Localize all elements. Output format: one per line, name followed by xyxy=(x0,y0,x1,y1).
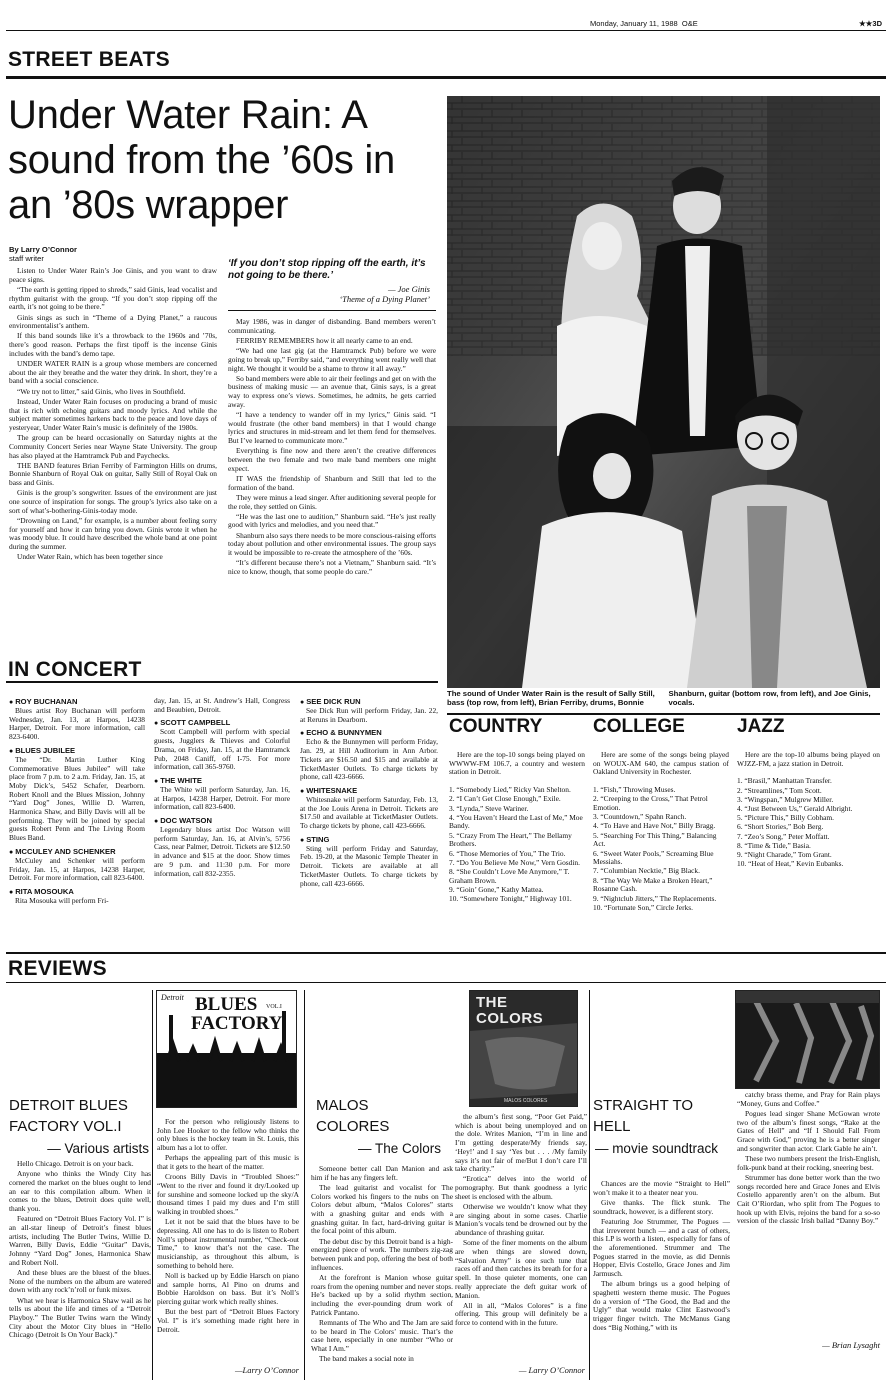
pullquote-source: ‘Theme of a Dying Planet’ xyxy=(339,294,430,304)
concert-details: Echo & the Bunnymen will perform Friday, Jan. 29, at Hill Auditorium in Ann Arbor. Tickets are $16.50 and $15 and available at TicketMaster Outlets. To charge tickets by phone, call 423-6666. xyxy=(300,737,438,782)
chart-entry: 9. “Nightclub Jitters,” The Replacements. xyxy=(593,893,717,903)
chart-country-list xyxy=(449,786,585,904)
straight-to-hell-review-artist: — movie soundtrack xyxy=(594,1141,718,1156)
chart-entry: 8. “She Couldn’t Love Me Anymore,” T. Graham Brown. xyxy=(449,866,570,885)
straight-to-hell-cover xyxy=(735,990,880,1089)
article-paragraph: May 1986, was in danger of disbanding. Band members weren’t communicating. xyxy=(228,317,436,335)
blues-cover-title-1: BLUES xyxy=(195,994,258,1015)
section-rule xyxy=(6,76,886,79)
colors-cover xyxy=(469,990,578,1107)
review-paragraph: catchy brass theme, and Pray for Rain plays “Money, Guns and Coffee.” xyxy=(737,1090,880,1108)
chart-college-intro: Here are some of the songs being played on WOUX-AM 640, the campus station of Oakland University in Rochester. xyxy=(593,750,729,777)
colors-cover-sub: MALOS COLORES xyxy=(504,1098,548,1104)
review-paragraph: What we hear is Harmonica Shaw wail as he tells us about the life and times of a “Detroit Playboy.” The Butler Twins warn the Windy City about the Motor City blues in “Hello Chicago (Detroit Is On Your Back).” xyxy=(9,1295,151,1340)
review-paragraph: Croons Billy Davis in “Troubled Shoes:” “Went to the river and found it dry/Looked up for sunshine and someone locked up the sky/A thousand times I paid my dues and I’m still walking in troubled shoes.” xyxy=(157,1172,299,1217)
concert-details: McCuley and Schenker will perform Friday, Jan. 15, at Harpos, 14238 Harper, Detroit. For more information, call 823-6400. xyxy=(9,855,145,883)
review-paragraph: At the forefront is Manion whose guitar roars from the opening number and never stops. He’s backed up by a solid rhythm section, including the ever-pounding drum work of Patrick Pantano. xyxy=(311,1272,453,1317)
header-rule xyxy=(6,30,886,31)
article-paragraph: FERRIBY REMEMBERS how it all nearly came to an end. xyxy=(236,335,413,345)
chart-entry: 4. “To Have and Have Not,” Billy Bragg. xyxy=(593,821,716,831)
concert-artist: ● DOC WATSON xyxy=(154,816,290,826)
concert-details: Sting will perform Friday and Saturday, Feb. 19-20, at the Masonic Temple Theater in Detroit. Tickets are available at all TicketMaster Outlets. To charge tickets by phone, call 423-6666. xyxy=(300,843,438,888)
review-paragraph: The debut disc by this Detroit band is a high-energized piece of work. The numbers zig-zag between punk and pop, offering the best of both influences. xyxy=(311,1236,453,1272)
blues-cover-brand: Detroit xyxy=(161,993,184,1002)
review-paragraph: All in all, “Malos Colores” is a fine offering. This group will definitely be a force to contend with in the future. xyxy=(455,1300,587,1328)
concert-artist: ● ROY BUCHANAN xyxy=(9,697,145,707)
review-divider-3 xyxy=(589,990,590,1380)
article-paragraph: Ginis sings as such in “Theme of a Dying Planet,” a raucous environmentalist’s anthem. xyxy=(9,312,217,331)
concert-artist: ● THE WHITE xyxy=(154,776,290,786)
article-paragraph: UNDER WATER RAIN is a group whose members are concerned about the air they breathe and the water they drink. In short, they’re a band with a social conscience. xyxy=(9,359,217,386)
article-paragraph: Ginis is the group’s songwriter. Issues of the environment are just one source of inspiration for songs. The group’s lyrics also take on a sort of what’s-bothering-Ginis-today mode. xyxy=(9,488,217,515)
chart-country-title: COUNTRY xyxy=(449,716,543,737)
straight-to-hell-review-title: STRAIGHT TO HELL xyxy=(593,1097,694,1135)
chart-entry: 1. “Somebody Lied,” Ricky Van Shelton. xyxy=(449,785,571,795)
review-paragraph: Chances are the movie “Straight to Hell” won’t make it to a theater near you. xyxy=(593,1179,730,1197)
review-paragraph: Strummer has done better work than the two songs recorded here and Grace Jones and Elvis Costello apparently aren’t on the album. But Cait O’Riordan, who split from The Pogues to hook up with Elvis, rejoins the band for a so-so version of the classic Irish ballad “Danny Boy.” xyxy=(737,1172,880,1226)
review-paragraph: These two numbers present the Irish-English, folk-punk band at their rocking, sneering best. xyxy=(737,1153,880,1172)
detroit-blues-review-artist: — Various artists xyxy=(47,1141,149,1156)
band-photo-illustration xyxy=(447,96,880,688)
chart-entry: 10. “Fortunate Son,” Circle Jerks. xyxy=(593,902,693,912)
malos-colores-review-column-2 xyxy=(455,1113,587,1329)
pullquote-rule xyxy=(228,310,436,311)
chart-entry: 6. “Short Stories,” Bob Berg. xyxy=(737,822,824,832)
chart-country-intro: Here are the top-10 songs being played on WWWW-FM 106.7, a country and western station in Detroit. xyxy=(449,750,585,777)
chart-entry: 9. “Goin’ Gone,” Kathy Mattea. xyxy=(449,884,544,894)
concert-details: Scott Campbell will perform with special guests, Jugglers & Thieves and Colorful Drama, on Friday, Jan. 15, at the Hamtramck Pub, 2048 Caniff, off I-75. For more information, call 365-9760. xyxy=(154,727,290,772)
concert-details: Blues artist Roy Buchanan will perform Wednesday, Jan. 13, at Harpos, 14238 Harper, Detroit. For more information, call 823-6400. xyxy=(9,706,145,742)
review-paragraph: For the person who religiously listens to John Lee Hooker to the fellow who thinks the only blues is the hockey team in St. Louis, this album has a lot to offer. xyxy=(157,1117,299,1153)
concert-listing xyxy=(9,847,145,883)
concert-listing xyxy=(9,697,145,742)
article-paragraph: Shanburn also says there needs to be more conscious-raising efforts today about pollution and other environmental issues. The group says it would be impossible to re-create the atmosphere of the ’60s. xyxy=(228,530,436,558)
article-paragraph: Listen to Under Water Rain’s Joe Ginis, and you want to draw peace signs. xyxy=(9,266,217,284)
reviews-title: REVIEWS xyxy=(8,957,107,980)
article-paragraph: So band members were able to air their feelings and get on with the business of making music — an avenue that, Ginis says, is a great way to express one’s views. Sometimes, he admits, he gets carried away. xyxy=(228,373,436,409)
in-concert-rule xyxy=(6,681,438,683)
chart-entry: 3. “Lynda,” Steve Wariner. xyxy=(449,803,529,813)
review-paragraph: Otherwise we wouldn’t know what they are singing about in some cases. Charlie Manion’s vocals tend be drowned out by the abundance of thrashing guitar. xyxy=(455,1202,587,1238)
article-paragraph: Under Water Rain, which has been together since xyxy=(17,552,163,562)
charts-rule xyxy=(447,713,880,715)
review-paragraph: And these blues are the bluest of the blues. None of the numbers on the album are watered down with any rock’n’roll or funk mixes. xyxy=(9,1267,151,1295)
straight-to-hell-signature: — Brian Lysaght xyxy=(822,1340,880,1350)
concert-artist: ● MCCULEY AND SCHENKER xyxy=(9,847,145,857)
article-paragraph: THE BAND features Brian Ferriby of Farmington Hills on drums, Bonnie Shanburn of Royal Oak on guitar, Sally Still of Royal Oak on bass and Ginis. xyxy=(9,460,217,488)
concert-listing xyxy=(300,786,438,831)
chart-jazz xyxy=(737,717,880,869)
chart-entry: 2. “I Can’t Get Close Enough,” Exile. xyxy=(449,794,561,804)
review-paragraph: “Erotica” delves into the world of pornography. But thank goodness a lyric sheet is enclosed with the album. xyxy=(455,1174,587,1201)
chart-college-title: COLLEGE xyxy=(593,716,685,737)
concert-listing xyxy=(154,697,290,714)
concert-listing xyxy=(9,746,145,843)
concert-details: day, Jan. 15, at St. Andrew’s Hall, Congress and Beaubien, Detroit. xyxy=(154,696,290,714)
malos-colores-signature: — Larry O’Connor xyxy=(518,1365,585,1375)
reviews-rule xyxy=(6,982,886,983)
chart-entry: 7. “Do You Believe Me Now,” Vern Gosdin. xyxy=(449,857,580,867)
chart-entry: 1. “Fish,” Throwing Muses. xyxy=(593,785,676,795)
review-paragraph: Remnants of The Who and The Jam are said to be heard in The Colors’ music. That’s the case here, especially in one number “Who or What I Am.” xyxy=(311,1317,453,1354)
chart-entry: 5. “Picture This,” Billy Cobham. xyxy=(737,813,834,823)
concert-artist: ● SCOTT CAMPBELL xyxy=(154,718,290,728)
chart-entry: 6. “Sweet Water Pools,” Screaming Blue Messiahs. xyxy=(593,848,714,867)
article-paragraph: Everything is fine now and there aren’t the creative differences between the two female and two male band members one might expect. xyxy=(228,446,436,473)
detroit-blues-review-column-1 xyxy=(9,1160,151,1342)
chart-entry: 8. “The Way We Make a Broken Heart,” Rosanne Cash. xyxy=(593,875,713,894)
chart-entry: 7. “Zeo’s Song,” Peter Moffatt. xyxy=(737,831,830,841)
review-paragraph: Anyone who thinks the Windy City has cornered the market on the blues ought to lend an ear to this compilation album. When it comes to the blues, Detroit does quite well, thank you. xyxy=(9,1169,151,1214)
concert-listing xyxy=(300,835,438,889)
article-paragraph: “The earth is getting ripped to shreds,” said Ginis, lead vocalist and rhythm guitarist with the group. “If you don’t stop ripping off the earth, it’s not going to be there.” xyxy=(9,284,217,312)
review-paragraph: Let it not be said that the blues have to be depressing. All one has to do is listen to Robert Noll’s upbeat instrumental number, “Check-out Time,” to know that’s not the case. The musicianship, as throughout this album, is something to behold here. xyxy=(157,1217,299,1270)
review-divider-2 xyxy=(304,990,305,1380)
chart-entry: 3. “Wingspan,” Mulgrew Miller. xyxy=(737,794,834,804)
chart-college-list xyxy=(593,786,729,912)
article-column-1 xyxy=(9,267,217,564)
chart-college xyxy=(593,717,729,913)
detroit-blues-review-column-2 xyxy=(157,1118,299,1336)
concert-artist: ● BLUES JUBILEE xyxy=(9,746,145,756)
chart-entry: 4. “Just Between Us,” Gerald Albright. xyxy=(737,804,853,814)
review-paragraph: Featuring Joe Strummer, The Pogues — that irreverent bunch — and a cast of others, this LP is worth a listen, especially for fans of the aforementioned. Strummer and The Pogues starred in the movie, as did Dennis Hopper, Elvis Costello, Grace Jones and Jim Jarmusch. xyxy=(593,1216,730,1279)
pullquote-attribution: — Joe Ginis xyxy=(387,284,430,294)
concert-artist: ● SEE DICK RUN xyxy=(300,697,438,707)
chart-entry: 8. “Time & Tide,” Basia. xyxy=(737,840,811,850)
pullquote xyxy=(228,258,436,304)
chart-entry: 10. “Somewhere Tonight,” Highway 101. xyxy=(449,894,572,904)
review-paragraph: The lead guitarist and vocalist for The Colors worked his fingers to the nubs on The Colors debut album, “Malos Colores” starts with a gnashing guitar and ends with a gnashing guitar. In fact, hard-driving guitar is the focal point of this album. xyxy=(311,1182,453,1236)
section-title: STREET BEATS xyxy=(8,48,170,71)
review-paragraph: Someone better call Dan Manion and ask him if he has any fingers left. xyxy=(311,1164,453,1182)
byline-name: By Larry O’Connor xyxy=(9,245,77,254)
concert-artist: ● WHITESNAKE xyxy=(300,786,438,796)
concert-artist: ● RITA MOSOUKA xyxy=(9,887,145,897)
concert-column-3 xyxy=(300,697,438,892)
review-paragraph: Give thanks. The flick stunk. The soundtrack, however, is a different story. xyxy=(593,1197,730,1216)
chart-entry: 9. “Night Charade,” Tom Grant. xyxy=(737,850,832,860)
band-photo xyxy=(447,96,880,688)
review-paragraph: Featured on “Detroit Blues Factory Vol. I” is an all-star lineup of Detroit’s finest blues artists, including The Butler Twins, Willie D. Warren, Billy Davis, Eddie “Guitar” Davis, Johnny “Yard Dog” Jones, Harmonica Shaw and Robert Noll. xyxy=(9,1214,151,1267)
chart-jazz-list xyxy=(737,777,880,869)
concert-artist: ● ECHO & BUNNYMEN xyxy=(300,728,438,738)
concert-details: The White will perform Saturday, Jan. 16, at Harpos, 14238 Harper, Detroit. For more information, call 823-6400. xyxy=(154,784,290,812)
concert-listing xyxy=(9,887,145,906)
concert-details: Legendary blues artist Doc Watson will perform Saturday, Jan. 16, at Alvin’s, 5756 Cass, near Palmer, Detroit. Tickets are $12.50 in advance and $15 at the door. Show times are 9 p.m. and 11:30 p.m. For more information, call 832-2355. xyxy=(154,825,290,878)
article-paragraph: “He was the last one to audition,” Shanburn said. “He’s just really good with lyrics and melodies, and you need that.” xyxy=(228,511,436,530)
review-paragraph: The band makes a social note in xyxy=(319,1354,414,1364)
photo-caption: The sound of Under Water Rain is the result of Sally Still, bass (top row, from left), Brian Ferriby, drums, Bonnie Shanburn, guitar (bottom row, from left), and Joe Ginis, vocals. xyxy=(447,689,871,707)
chart-entry: 10. “Heat of Heat,” Kevin Eubanks. xyxy=(737,859,844,869)
chart-jazz-title: JAZZ xyxy=(737,716,785,737)
article-column-2 xyxy=(228,318,436,578)
article-paragraph: “I have a tendency to wander off in my lyrics,” Ginis said. “I would frustrate (the other band members) in that I would change lyrics and structures in mid-stream and let them fend for themselves. But I’ve learned to communicate more.” xyxy=(228,410,436,446)
section-name: O&E xyxy=(681,19,698,28)
dateline: Monday, January 11, 1988 xyxy=(590,19,678,28)
concert-listing xyxy=(300,697,438,724)
detroit-blues-signature: —Larry O’Connor xyxy=(235,1365,299,1375)
malos-colores-review-column-1 xyxy=(311,1165,453,1365)
article-paragraph: “We had one last gig (at the Hamtramck Pub) before we were going to break up,” Ferriby said, “and everything went really well that night. We thought it would be a shame to throw it all away.” xyxy=(228,346,436,373)
article-paragraph: The group can be heard occasionally on Saturday nights at the Community Concert Series near Wayne State University. The group has also played at the Hamtramck Pub and Paychecks. xyxy=(9,433,217,460)
concert-column-2 xyxy=(154,697,290,882)
review-paragraph: The album brings us a good helping of spaghetti western theme music. The Pogues do a version of “The Good, the Bad and the Ugly” that would make Clint Eastwood’s trigger finger twitch. The McManus Gang does “Big Nothing,” with its xyxy=(593,1279,730,1332)
chart-jazz-intro: Here are the top-10 albums being played on WJZZ-FM, a jazz station in Detroit. xyxy=(737,750,880,768)
concert-details: The “Dr. Martin Luther King Commemorative Blues Jubilee” will take place from 7 p.m. to 2 a.m. Friday, Jan. 15, at Moby Dick’s, 5452 Schafer, Dearborn. Robert Knoll and the Blues Mission, Johnny “Yard Dog” Jones, Willie D. Warren, Harmonica Shaw, and Billy Davis will all be performing. They will be joined by special guests Robert Penn and The Living Room Blues Band. xyxy=(9,754,145,843)
article-paragraph: If this band sounds like it’s a throwback to the 1960s and ’70s, there’s good reason. Perhaps the first tipoff is the incense Ginis includes with the band’s demo tape. xyxy=(9,331,217,358)
chart-entry: 2. “Creeping to the Cross,” That Petrol Emotion. xyxy=(593,794,708,813)
reviews-top-rule xyxy=(6,952,886,954)
chart-entry: 5. “Crazy From The Heart,” The Bellamy Brothers. xyxy=(449,830,572,849)
blues-factory-cover xyxy=(156,990,297,1108)
review-paragraph: Pogues lead singer Shane McGowan wrote two of the album’s finest songs, “Rake at the Gates of Hell” and “If I Should Fall From Grace with God,” proving he is a better singer and songwriter than actor. Clark Gable he ain’t. xyxy=(737,1108,880,1153)
concert-artist: ● STING xyxy=(300,835,438,845)
concert-column-1 xyxy=(9,697,145,910)
review-paragraph: Some of the finer moments on the album are when things are slowed down, “Salvation Army” is one such tune that races off and then catches its breath for for a spell. In those quieter moments, one can really appreciate the deft guitar work of Manion. xyxy=(455,1238,587,1300)
headline: Under Water Rain: A sound from the ’60s in an ’80s wrapper xyxy=(8,93,395,227)
article-paragraph: “Drowning on Land,” for example, is a number about feeling sorry for yourself and how it can bring you down. Ginis wrote it when he was moody blue. It could have described the whole band at one point during the summer. xyxy=(9,515,217,552)
article-paragraph: “It’s different because there’s not a Vietnam,” Shanburn said. “It’s nice to know, though, that some people do care.” xyxy=(228,558,436,576)
malos-colores-review-artist: — The Colors xyxy=(357,1141,441,1156)
article-paragraph: Instead, Under Water Rain focuses on producing a brand of music that is rich with echoing guitars and moody lyrics. And while the subject matter sometimes harkens back to the peace and love days of yesteryear, Under Water Rain’s music is definitely of the 1980s. xyxy=(9,396,217,432)
concert-listing xyxy=(300,728,438,782)
chart-entry: 4. “You Haven’t Heard the Last of Me,” Moe Bandy. xyxy=(449,812,583,831)
chart-entry: 2. “Streamlines,” Tom Scott. xyxy=(737,785,822,795)
chart-country xyxy=(449,717,585,904)
concert-listing xyxy=(154,816,290,878)
malos-colores-review-title: MALOS COLORES xyxy=(316,1097,390,1135)
pullquote-text: ‘If you don’t stop ripping off the earth, it’s not going to be there.’ xyxy=(228,258,426,281)
article-paragraph: “We try not to litter,” said Ginis, who lives in Southfield. xyxy=(17,386,186,396)
colors-cover-title: THE COLORS xyxy=(476,994,544,1027)
concert-details: Whitesnake will perform Saturday, Feb. 13, at the Joe Louis Arena in Detroit. Tickets are $17.50 and available at TicketMaster Outlets. To charge tickets by phone, call 423-6666. xyxy=(300,794,438,831)
concert-details: See Dick Run will perform Friday, Jan. 22, at Reruns in Dearborn. xyxy=(300,706,438,724)
straight-to-hell-review-column-1 xyxy=(593,1180,730,1334)
straight-to-hell-cover-art xyxy=(736,991,880,1089)
chart-entry: 1. “Brasil,” Manhattan Transfer. xyxy=(737,776,832,786)
chart-entry: 6. “Those Memories of You,” The Trio. xyxy=(449,848,566,858)
review-divider-1 xyxy=(152,990,153,1380)
article-paragraph: They were minus a lead singer. After auditioning several people for the role, they settled on Ginis. xyxy=(228,492,436,511)
byline-role: staff writer xyxy=(9,254,44,263)
chart-entry: 3. “Countdown,” Spahn Ranch. xyxy=(593,812,687,822)
review-paragraph: But the best part of “Detroit Blues Factory Vol. I” is it’s something made right here in Detroit. xyxy=(157,1307,299,1334)
chart-entry: 7. “Columbian Necktie,” Big Black. xyxy=(593,866,700,876)
concert-listing xyxy=(154,718,290,772)
review-paragraph: the album’s first song, “Poor Get Paid,” which is about being unemployed and on the dole. Writes Manion, “I’m in line and I’m getting desperate/My friends say, ‘Hey!’ and I say ‘Yes but . . . /My family says it’s not fair of me/But I don’t care I’ll take charity.” xyxy=(455,1112,587,1174)
byline xyxy=(9,245,77,263)
detroit-blues-review-title: DETROIT BLUES FACTORY VOL.I xyxy=(9,1097,128,1135)
chart-entry: 5. “Searching For This Thing,” Balancing Act. xyxy=(593,830,717,849)
blues-cover-vol: VOL.I xyxy=(266,1004,282,1010)
concert-listing xyxy=(154,776,290,812)
blues-cover-title-2: FACTORY xyxy=(191,1013,283,1034)
straight-to-hell-review-column-2 xyxy=(737,1091,880,1228)
page-header xyxy=(590,20,886,30)
article-paragraph: IT WAS the friendship of Shanburn and Still that led to the formation of the band. xyxy=(228,473,436,492)
review-paragraph: Hello Chicago. Detroit is on your back. xyxy=(17,1159,134,1168)
concert-details: Rita Mosouka will perform Fri- xyxy=(15,895,109,905)
review-paragraph: Perhaps the appealing part of this music is that it gets to the heart of the matter. xyxy=(157,1153,299,1172)
page-number: ★★3D xyxy=(858,19,882,28)
review-paragraph: Noll is backed up by Eddie Harsch on piano and sample horns, Al Pino on drums and Bobbie Haroldson on bass. But it’s Noll’s piercing guitar work which really shines. xyxy=(157,1270,299,1307)
in-concert-title: IN CONCERT xyxy=(8,658,142,681)
